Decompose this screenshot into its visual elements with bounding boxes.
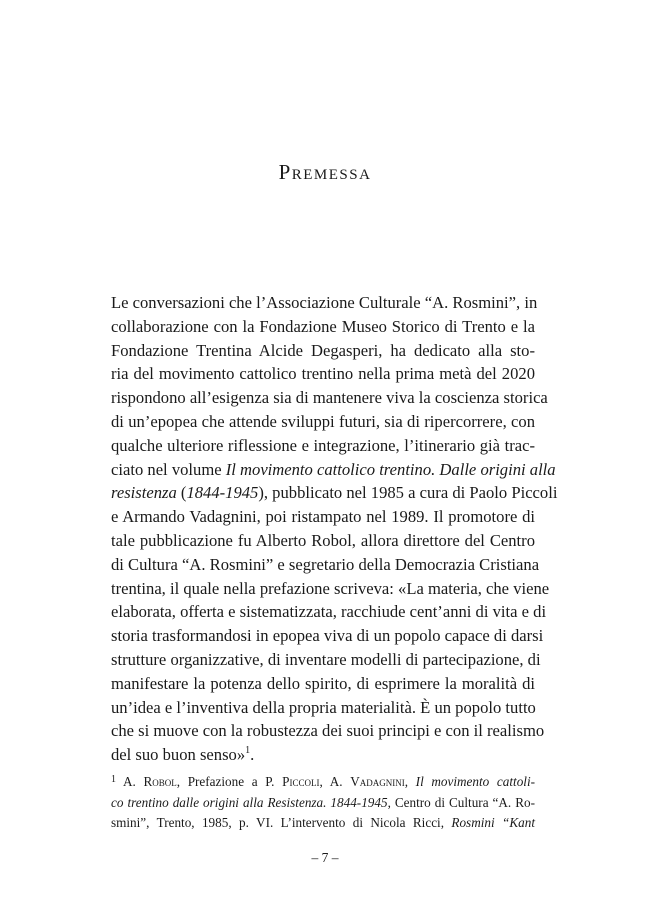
body-line: Le conversazioni che l’Associazione Culturale “A. Rosmini”, in xyxy=(111,293,538,312)
body-line: e Armando Vadagnini, poi ristampato nel 1989. Il promotore di xyxy=(111,507,535,527)
body-line: storia trasformandosi in epopea viva di un popolo capace di darsi xyxy=(111,626,544,646)
body-paragraph xyxy=(111,291,558,767)
body-line: un’idea e l’inventiva della propria materialità. È un popolo tutto xyxy=(111,697,536,717)
body-line: trentina, il quale nella prefazione scriveva: «La materia, che viene xyxy=(111,578,550,598)
book-title-italic: resistenza xyxy=(111,483,177,503)
footnote-line: co trentino dalle origini alla Resistenza. 1844-1945, Centro di Cultura “A. Ro- xyxy=(111,794,535,810)
footnote-line: smini”, Trento, 1985, p. VI. L’intervento di Nicola Ricci, Rosmini “Kant xyxy=(111,815,535,830)
page-number: – 7 – xyxy=(311,850,339,865)
body-line: resistenza (1844-1945), pubblicato nel 1985 a cura di Paolo Piccoli xyxy=(111,483,558,503)
body-line: rispondono all’esigenza sia di mantenere viva la coscienza storica xyxy=(111,388,548,408)
body-line: del suo buon senso»$^1$. xyxy=(111,744,255,765)
book-title-italic: Il movimento cattolico trentino. Dalle origini alla xyxy=(225,459,556,479)
footnote-reference[interactable]: 1 xyxy=(245,744,251,756)
footnote-line: $^1$ A. Robol, Prefazione a P. Piccoli, A. Vadagnini, Il movimento cattoli- xyxy=(111,774,536,789)
page-title: Premessa xyxy=(278,160,372,184)
body-line: qualche ulteriore riflessione e integrazione, l’itinerario già trac- xyxy=(111,435,535,455)
body-line: Fondazione Trentina Alcide Degasperi, ha dedicato alla sto- xyxy=(111,340,535,360)
footnote xyxy=(111,770,535,834)
body-line: elaborata, offerta e sistematizzata, racchiude cent’anni di vita e di xyxy=(111,602,547,622)
body-line: manifestare la potenza dello spirito, di esprimere la moralità di xyxy=(111,673,535,693)
body-line: di un’epopea che attende sviluppi futuri, sia di ripercorrere, con xyxy=(111,411,535,431)
footnote-number: 1 xyxy=(111,774,116,785)
body-line: ciato nel volume Il movimento cattolico trentino. Dalle origini alla xyxy=(111,459,556,479)
body-line: collaborazione con la Fondazione Museo Storico di Trento e la xyxy=(111,316,535,336)
body-line: ria del movimento cattolico trentino nella prima metà del 2020 xyxy=(111,364,535,384)
body-line: strutture organizzative, di inventare modelli di partecipazione, di xyxy=(111,649,541,669)
book-years-italic: 1844-1945 xyxy=(186,483,259,503)
body-line: che si muove con la robustezza dei suoi principi e con il realismo xyxy=(111,721,545,741)
body-line: tale pubblicazione fu Alberto Robol, allora direttore del Centro xyxy=(111,530,535,550)
body-line: di Cultura “A. Rosmini” e segretario della Democrazia Cristiana xyxy=(111,554,540,574)
